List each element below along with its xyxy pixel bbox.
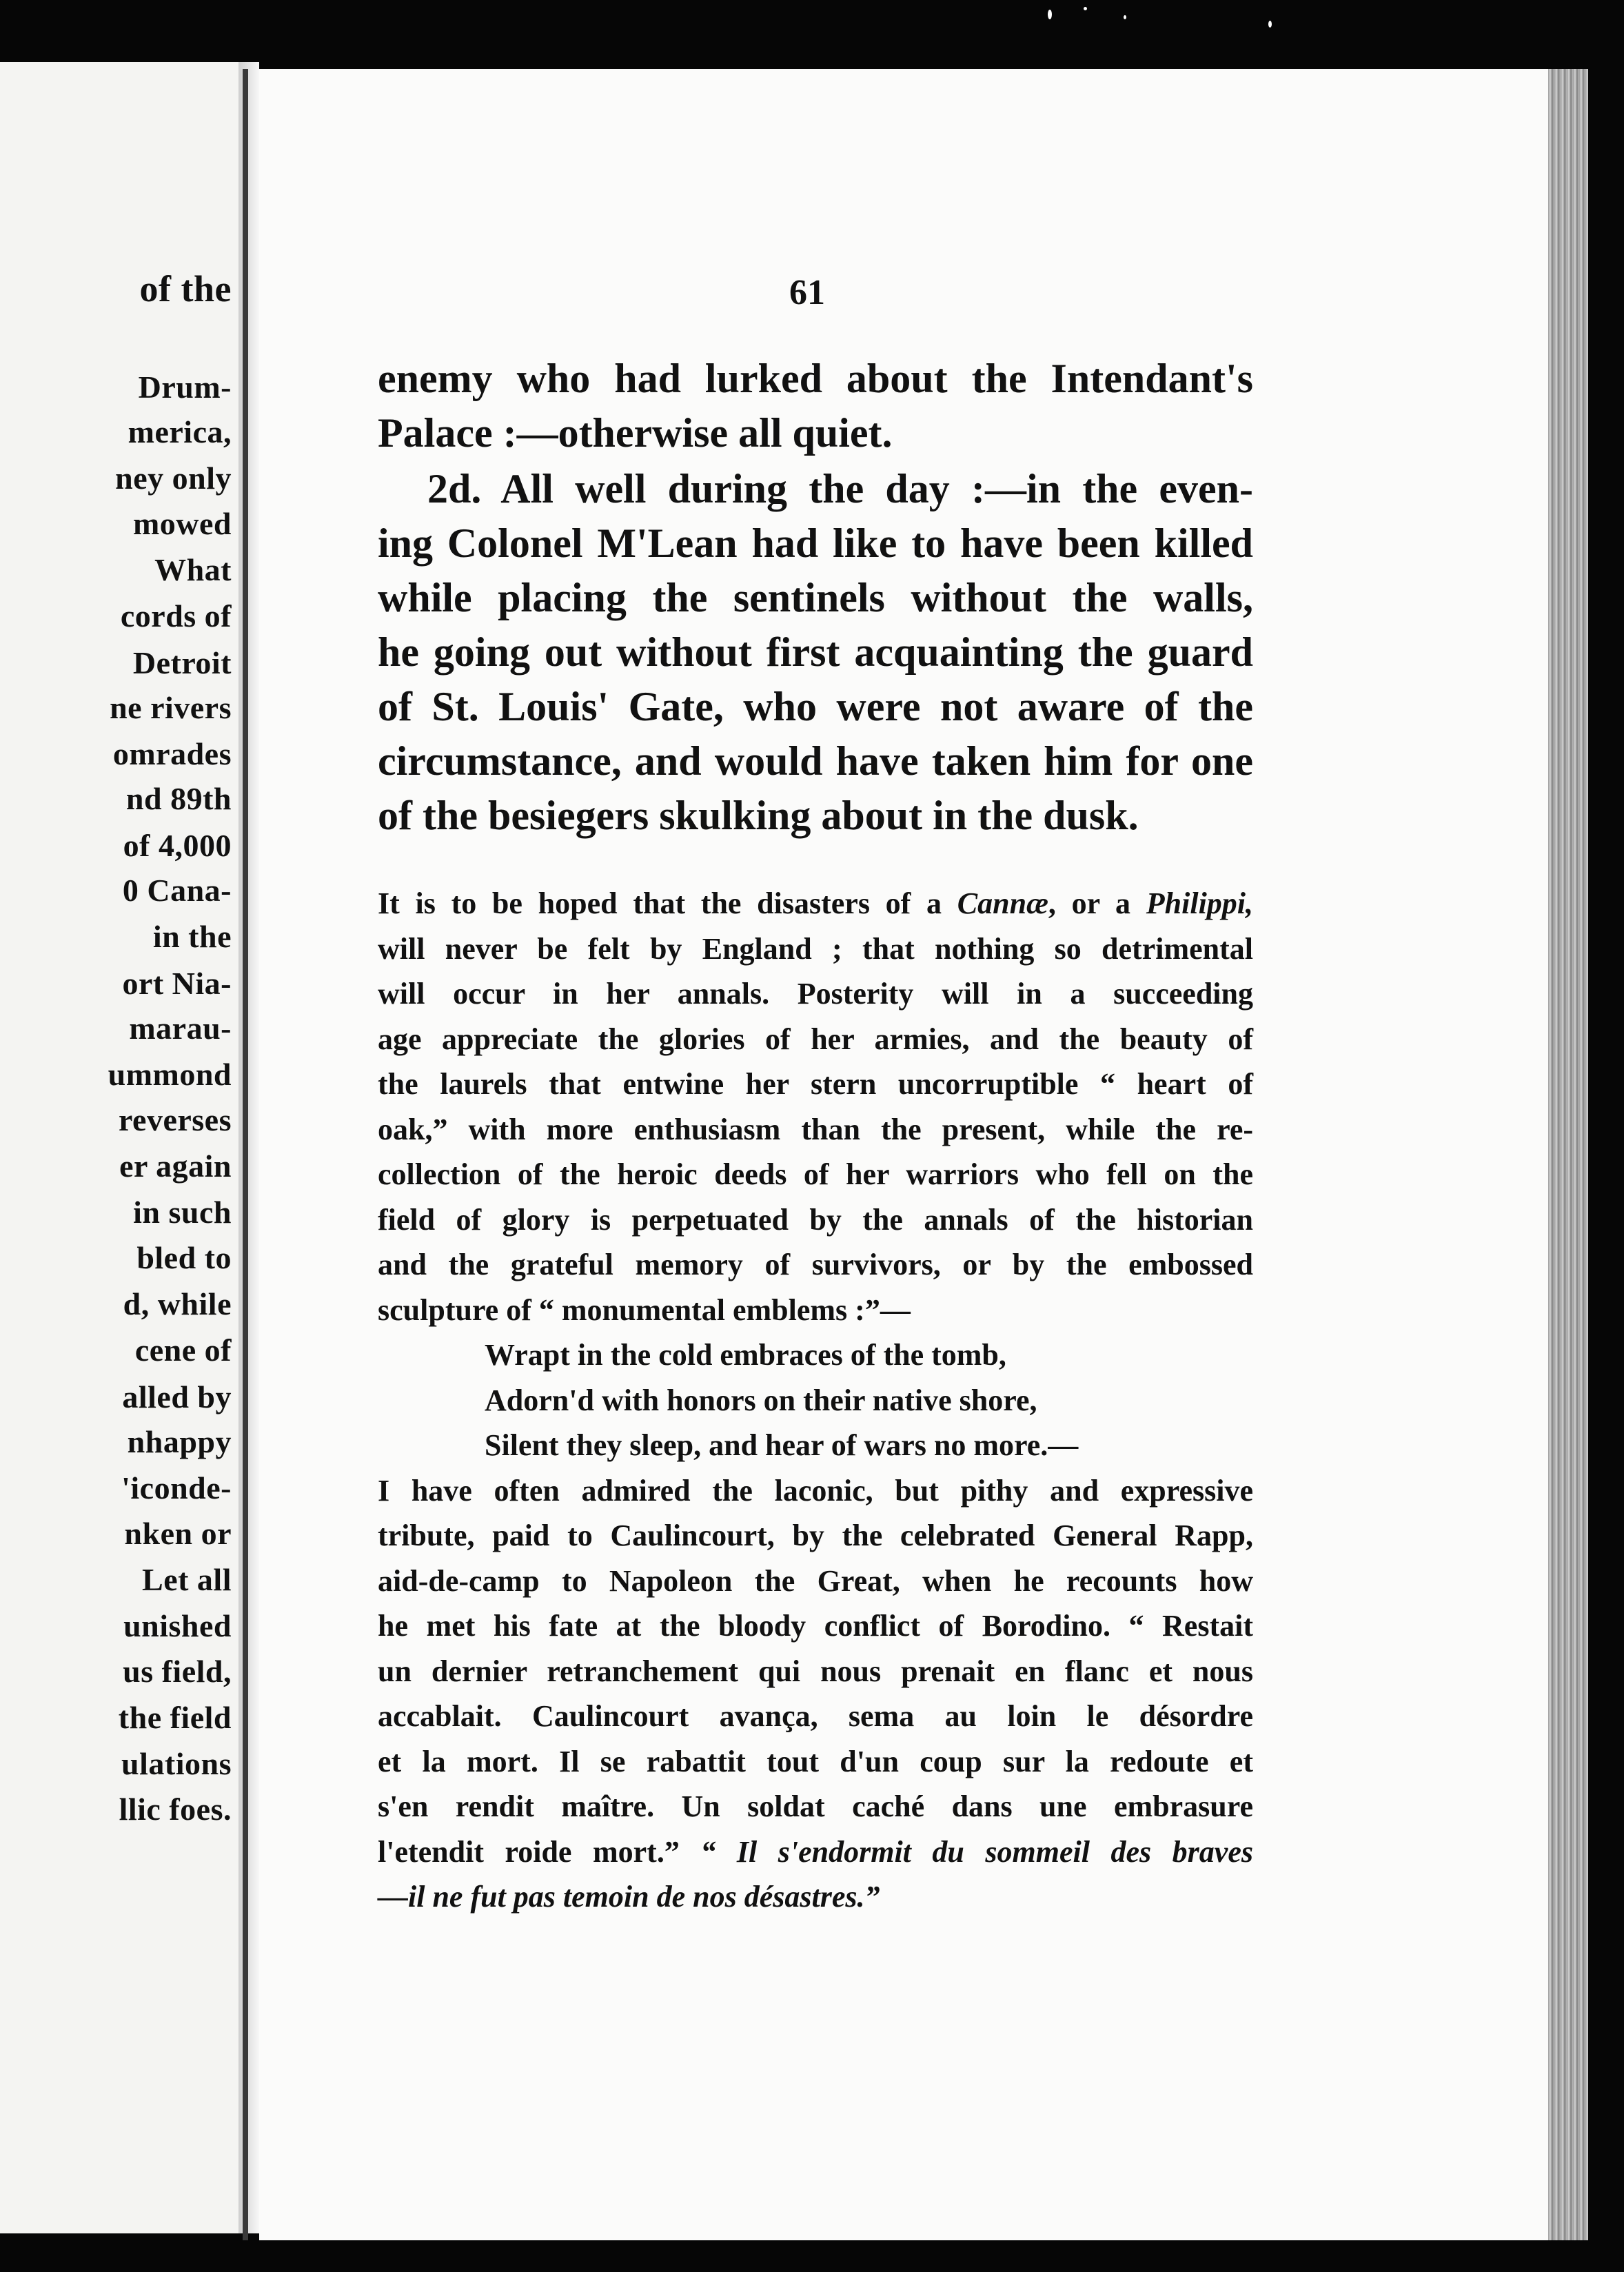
text-line: ing Colonel M'Lean had like to have been killed [378,520,1253,566]
verse-line: Wrapt in the cold embraces of the tomb, [485,1338,1006,1372]
left-page-fragment: merica, [128,414,232,449]
footnote-line: the laurels that entwine her stern uncorruptible “ heart of [378,1067,1253,1101]
left-page-fragment: Detroit [132,645,232,680]
left-page-fragment: nhappy [127,1424,232,1459]
left-page-fragment: What [154,552,232,587]
left-page-fragment: Let all [142,1562,232,1597]
footnote-line: collection of the heroic deeds of her warriors who fell on the [378,1157,1253,1191]
text-line: of the besiegers skulking about in the dusk. [378,793,1139,838]
left-page-fragment: cene of [134,1332,232,1368]
left-page-fragment: in such [133,1195,232,1230]
left-page-fragment: alled by [122,1379,232,1414]
left-page-fragment: us field, [123,1654,232,1689]
spine-shadow [243,69,248,2240]
italic-quotation: “ Il s'endormit du sommeil des braves [700,1834,1253,1869]
footnote-line: l'etendit roide mort.” “ Il s'endormit du sommeil des braves [378,1834,1253,1869]
italic-cannae: Cannæ [957,886,1048,920]
text-line: of St. Louis' Gate, who were not aware of the [378,684,1253,729]
left-page-fragment: unished [123,1608,232,1643]
footnote-line: and the grateful memory of survivors, or by the embossed [378,1248,1253,1281]
left-page-fragment: nd 89th [125,781,232,816]
footnote-line: field of glory is perpetuated by the annals of the historian [378,1202,1253,1237]
left-page-fragment: of the [139,268,232,310]
footnote-line: aid-de-camp to Napoleon the Great, when he recounts how [378,1563,1253,1598]
left-page-fragment: er again [119,1148,232,1184]
footnote-line: It is to be hoped that the disasters of a Cannæ, or a Philippi, [378,886,1254,920]
footnote-line: un dernier retranchement qui nous prenait en flanc et nous [378,1654,1253,1688]
footnote-line: accablait. Caulincourt avança, sema au loin le désordre [378,1699,1253,1733]
footnote-line: oak,” with more enthusiasm than the present, while the re- [378,1112,1253,1146]
footnote-line: et la mort. Il se rabattit tout d'un coup sur la redoute et [378,1744,1253,1778]
footnote-line: will never be felt by England ; that nothing so detrimental [378,931,1253,966]
left-page-fragment: ort Nia- [122,966,232,1001]
left-page-fragment: omrades [112,736,232,771]
footnote-line: will occur in her annals. Posterity will in a succeeding [378,977,1253,1011]
left-page-fragment: of 4,000 [123,828,232,863]
diary-entry-paragraph [378,462,1253,843]
left-page-fragment: d, while [123,1286,232,1321]
footnote-line: age appreciate the glories of her armies, and the beauty of [378,1022,1253,1056]
footnote-line: sculpture of “ monumental emblems :”— [378,1292,911,1327]
scan-speck [1084,7,1087,10]
left-page-fragment: ulations [121,1746,232,1781]
left-page-fragment: bled to [136,1240,232,1275]
footnote-line: tribute, paid to Caulincourt, by the celebrated General Rapp, [378,1519,1253,1552]
text-line: enemy who had lurked about the Intendant's [378,356,1253,401]
footnote-line: —il ne fut pas temoin de nos désastres.” [378,1880,880,1914]
left-page-fragment: mowed [132,506,232,541]
footnote-line: he met his fate at the bloody conflict of Borodino. “ Restait [378,1609,1253,1643]
scan-speck [1268,21,1272,28]
italic-philippi: Philippi, [1146,886,1254,920]
left-page-fragment: nken or [124,1516,232,1551]
footnote-line: s'en rendit maître. Un soldat caché dans une embrasure [378,1789,1253,1823]
left-page-fragment: marau- [129,1011,232,1046]
text-line: Palace :—otherwise all quiet. [378,410,893,456]
footnote-line: I have often admired the laconic, but pithy and expressive [378,1473,1253,1508]
verse-line: Adorn'd with honors on their native shore, [485,1383,1037,1417]
scan-speck [1124,15,1126,19]
continued-paragraph [378,352,1253,460]
left-page-fragment: in the [152,919,232,954]
left-page-fragment: the field [118,1700,232,1735]
left-page-fragment: cords of [120,598,232,633]
left-page-fragment: llic foes. [119,1792,232,1827]
text-line: he going out without first acquainting the guard [378,629,1253,675]
left-page-fragment: ummond [108,1057,232,1092]
left-page-fragment: ne rivers [110,690,232,725]
left-page-fragment: Drum- [138,369,232,405]
left-page-fragment: reverses [118,1102,232,1137]
left-page-fragment: ney only [115,460,232,496]
text-line: circumstance, and would have taken him for one [378,738,1253,784]
verse-line: Silent they sleep, and hear of wars no more.— [485,1428,1079,1462]
text-line: while placing the sentinels without the walls, [378,575,1253,620]
book-gutter [238,62,259,2233]
left-page [0,62,238,2233]
page-number: 61 [789,273,825,312]
page-edge [1548,69,1588,2240]
footnote-block [378,881,1253,1920]
left-page-fragment: 0 Cana- [122,873,232,908]
text-line: 2d. All well during the day :—in the even- [427,466,1253,511]
scan-speck [1048,10,1052,19]
left-page-fragment: 'iconde- [121,1470,232,1505]
